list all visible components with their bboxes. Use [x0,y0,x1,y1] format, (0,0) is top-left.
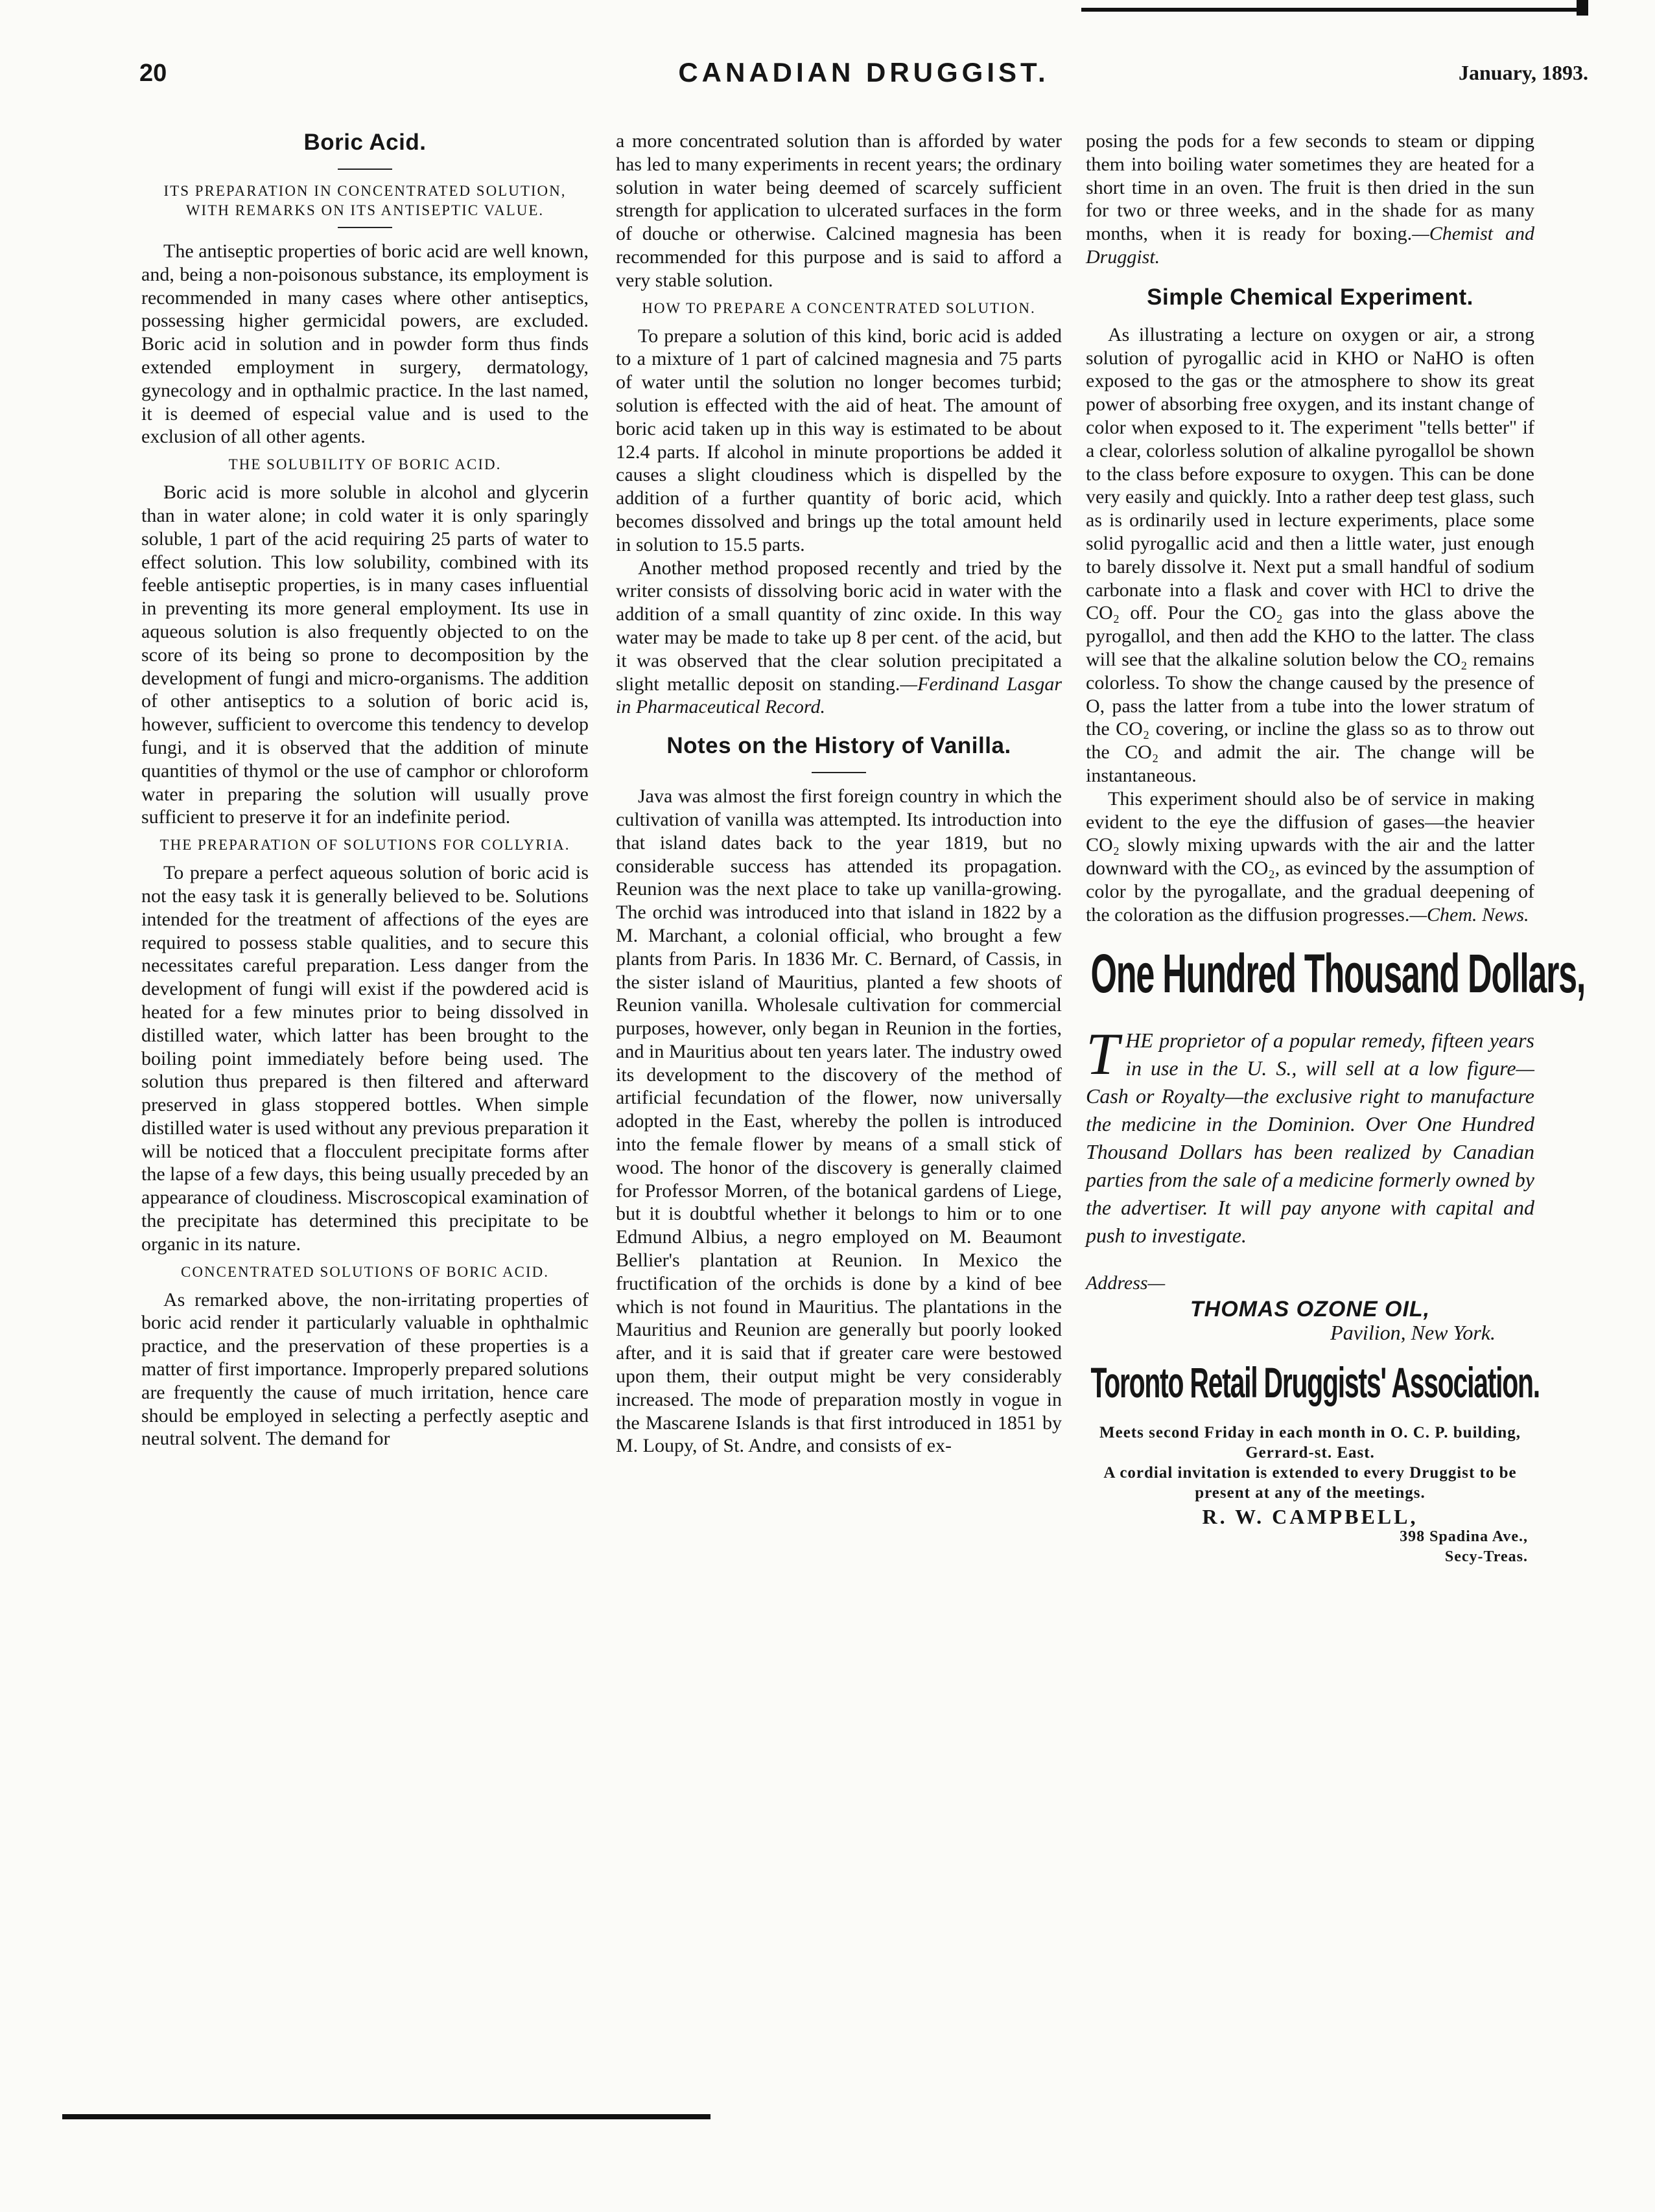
notice-line: A cordial invitation is extended to every Druggist to be present at any of the meetings. [1103,1463,1517,1502]
section-heading-howto: HOW TO PREPARE A CONCENTRATED SOLUTION. [642,299,1036,316]
paragraph: To prepare a perfect aqueous solution of boric acid is not the easy task it is generally believed to be. Solutions intended for the treatment of affections of the eyes are required to possess stable qualities, and to secure this necessitates careful preparation. Less danger from the development of fungi will exist if the powdered acid is heated for a few minutes prior to being dissolved in distilled water, which latter has been brought to the boiling point immediately before being used. The solution thus prepared is then filtered and afterward preserved in glass stoppered bottles. When simple distilled water is used without any previous preparation it will be noticed that a flocculent precipitate forms after the lapse of a few days, this being usually preceded by an appearance of cloudiness. Miscroscopical examination of the precipitate has determined this precipitate to be organic in its nature. [141,862,589,1255]
page-number: 20 [139,60,167,87]
paragraph [616,557,1062,719]
paragraph: As remarked above, the non-irritating properties of boric acid render it particularly valuable in ophthalmic practice, and the preservation of these properties is a matter of first importance. Improperly prepared solutions are frequently the cause of much irritation, hence care should be employed in selecting a perfectly aseptic and neutral solvent. The demand for [141,1288,589,1450]
notice-signer-role: Secy-Treas. [1444,1548,1528,1565]
ad-address-label: Address— [1086,1272,1166,1294]
article-title-vanilla: Notes on the History of Vanilla. [666,733,1011,759]
attribution: —Chem. News. [1409,903,1529,926]
subtitle-rule [338,227,392,228]
notice-line: Meets second Friday in each month in O. C. P. building, Gerrard-st. East. [1099,1423,1521,1461]
corner-tick-mark [1577,0,1588,16]
section-heading-collyria: THE PREPARATION OF SOLUTIONS FOR COLLYRIA. [159,837,570,854]
article-subtitle: ITS PREPARATION IN CONCENTRATED SOLUTION, WITH REMARKS ON ITS ANTISEPTIC VALUE. [163,183,567,218]
notice-signer: R. W. CAMPBELL, [1202,1504,1418,1528]
paragraph: Java was almost the first foreign country in which the cultivation of vanilla was attempted. Its introduction into that island dates back to the year 1819, but no considerable success has attended its propagation. Reunion was the next place to take up vanilla-growing. The orchid was introduced into that island in 1822 by a M. Marchant, a colonial official, who brought a few plants from Paris. In 1836 Mr. C. Bernard, of Cassis, in the sister island of Mauritius, planted a few shoots of Reunion vanilla. Wholesale cultivation for commercial purposes, however, only began in Reunion in the forties, and in Mauritius about ten years later. The industry owed its development to the discovery of the method of artificial fecundation of the flower, now universally adopted in the East, whereby the pollen is introduced into the female flower by means of a small stick of wood. The honor of the discovery is generally claimed for Professor Morren, of the botanical gardens of Liege, but it is doubtful whether it belongs to him or to one Edmund Albius, a negro employed on M. Beaumont Bellier's plantation at Reunion. In Mexico the fructification of the orchids is done by a kind of bee which is not found in Mauritius. The plantations in the Mauritius and Reunion are generally but poorly looked after, and it is said that if greater care were bestowed upon them, their output might be very considerably increased. The mode of preparation mostly in vogue in the Mascarene Islands is that first introduced in 1851 by M. Loupy, of St. Andre, and consists of ex- [616,786,1062,1457]
attribution: —Chemist and Druggist. [1086,223,1534,268]
ad-text: HE proprietor of a popular remedy, fifteen years in use in the U. S., will sell at a low figure—Cash or Royalty—the exclusive right to manufacture the medicine in the Dominion. Over One Hundred Thousand Dollars has been realized by Canadian parties from the sale of a medicine formerly owned by the advertiser. It will pay anyone with capital and push to investigate. [1086,1028,1534,1247]
paragraph: The antiseptic properties of boric acid are well known, and, being a non-poisonous substance, its employment is recommended in many cases where other antiseptics, possessing higher germicidal powers, are excluded. Boric acid in solution and in powder form thus finds extended employment in surgery, dermatology, gynecology and in opthalmic practice. In the last named, it is deemed of especial value and is used to the exclusion of all other agents. [141,240,589,448]
association-notice [1086,1423,1534,1567]
paragraph: As illustrating a lecture on oxygen or air, a strong solution of pyrogallic acid in KHO or NaHO is often exposed to the gas or the atmosphere to show its great power of absorbing free oxygen, and its instant change of color when exposed to it. The experiment "tells better" if a clear, colorless solution of alkaline pyrogallol be shown to the class before exposure to oxygen. This can be done very easily and quickly. Into a rather deep test glass, such as is ordinarily used in lecture experiments, place some solid pyrogallic acid and then a little water, just enough to barely dissolve it. Next put a small handful of sodium carbonate into a flask and cover with HCl to drive the CO₂ off. Pour the CO₂ gas into the glass above the pyrogallol, and then add the KHO to the latter. The class will see that the alkaline solution below the CO₂ remains colorless. To show the change caused by the presence of O, pass the latter from a tube into the lower stratum of the CO₂ covering, or incline the glass so as to throw out the CO₂ and admit the air. The change will be instantaneous. [1086,323,1534,786]
section-heading-concentrated: CONCENTRATED SOLUTIONS OF BORIC ACID. [181,1263,549,1280]
issue-date: January, 1893. [1458,61,1588,84]
paragraph-text: This experiment should also be of service in making evident to the eye the diffusion of gases—the heavier CO₂ slowly mixing upwards with the air and the latter downward with the CO₂, as evinced by the assumption of color by the pyrogallate, and the gradual deepening of the coloration as the diffusion progresses. [1086,787,1534,926]
paragraph: a more concentrated solution than is afforded by water has led to many experiments in recent years; the ordinary solution in water being deemed of scarcely sufficient strength for application to ulcerated surfaces in the form of douche or otherwise. Calcined magnesia has been recommended for this purpose and is said to afford a very stable solution. [616,130,1062,291]
article-title-boric-acid: Boric Acid. [303,130,427,155]
top-rule-mark [1081,8,1588,12]
ad-headline: One Hundred Thousand Dollars, [1090,942,1586,1004]
ad-dropcap: T [1086,1020,1120,1087]
ad-advertiser-place: Pavilion, New York. [1330,1321,1496,1345]
paragraph [1086,130,1534,269]
column-3 [1086,130,1586,2074]
section-heading-solubility: THE SOLUBILITY OF BORIC ACID. [228,456,502,473]
column-2 [616,130,1062,2074]
bottom-rule [62,2114,710,2119]
paragraph-text: posing the pods for a few seconds to steam or dipping them into boiling water sometimes they are heated for a short time in an oven. The fruit is then dried in the sun for two or three weeks, and in the shade for as many months, when it is ready for boxing. [1086,130,1534,245]
paragraph-text: Another method proposed recently and tried by the writer consists of dissolving boric acid in water with the addition of a small quantity of zinc oxide. In this way water may be made to take up 8 per cent. of the acid, but it was observed that the clear solution precipitated a slight metallic deposit on standing. [616,557,1062,695]
notice-signer-address: 398 Spadina Ave., [1400,1528,1528,1545]
paragraph [1086,787,1534,927]
article-title-experiment: Simple Chemical Experiment. [1147,284,1473,310]
ad-body [1086,1020,1534,1250]
page-header [139,52,1588,97]
association-headline: Toronto Retail Druggists' Association. [1090,1358,1540,1406]
column-1 [141,130,589,2074]
ad-advertiser-name: THOMAS OZONE OIL, [1190,1297,1431,1322]
attribution: —Ferdinand Lasgar in Pharmaceutical Record. [616,673,1062,718]
publication-title: CANADIAN DRUGGIST. [678,57,1050,87]
title-rule [812,772,866,773]
paragraph: To prepare a solution of this kind, boric acid is added to a mixture of 1 part of calcined magnesia and 75 parts of water until the solution no longer becomes turbid; solution is effected with the aid of heat. The amount of boric acid taken up in this way is estimated to be about 12.4 parts. If alcohol in minute proportions be added it causes a slight cloudiness which is dispelled by the addition of a further quantity of boric acid, which becomes dissolved and brings up the total amount held in solution to 15.5 parts. [616,325,1062,555]
paragraph: Boric acid is more soluble in alcohol and glycerin than in water alone; in cold water it is only sparingly soluble, 1 part of the acid requiring 25 parts of water to effect solution. This low solubility, combined with its feeble antiseptic properties, is in many cases influential in preventing its more general employment. Its use in aqueous solution is also frequently objected to on the score of its being so prone to decomposition by the development of fungi and micro-organisms. The addition of other antiseptics to a solution of boric acid is, however, sufficient to overcome this tendency to develop fungi, and it is observed that the addition of minute quantities of thymol or the use of camphor or chloroform water in preparing the solution will usually prove sufficient to preserve it for an indefinite period. [141,482,589,828]
title-rule [338,169,392,170]
